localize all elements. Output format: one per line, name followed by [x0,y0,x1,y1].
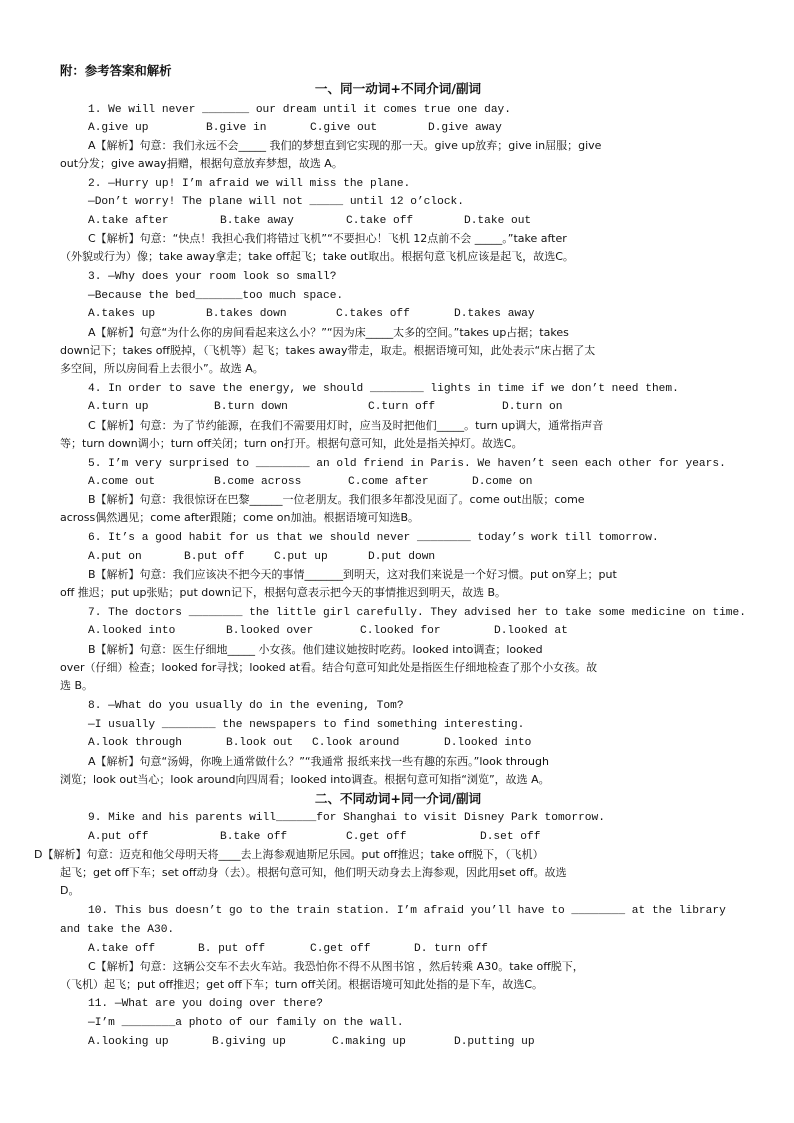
answer-option: B.takes down [206,308,287,320]
explanation-line: B【解析】句意：我很惊讶在巴黎______一位老朋友。我们很多年都没见面了。come out出版；come [88,493,585,506]
answer-option: D.come on [472,476,533,488]
question-line: and take the A30. [60,924,175,936]
question-line: 6. It’s a good habit for us that we should never ________ today’s work till tomorrow. [88,532,659,544]
explanation-line: over（仔细）检查；looked for寻找；looked at看。结合句意可知此处是指医生仔细地检查了那个小女孩。故 [60,661,598,674]
answer-option: A.come out [88,476,156,488]
explanation-line: 浏览；look out当心；look around向四周看；looked into调查。根据句意可知指“浏览”，故选 A。 [60,773,550,786]
answer-option: C.get off [310,943,371,955]
answer-option: B.giving up [212,1036,286,1048]
explanation-line: （飞机）起飞；put off推迟；get off下车；turn off关闭。根据语境可知此处指的是下车，故选C。 [60,978,544,991]
question-line: 3. —Why does your room look so small? [88,271,337,283]
explanation-line: A【解析】句意：我们永远不会_____ 我们的梦想直到它实现的那一天。give up放弃；give in屈服；give [88,139,602,152]
answer-option: D.takes away [454,308,535,320]
question-line: —Don’t worry! The plane will not _____ until 12 o’clock. [88,196,464,208]
answer-option: C.look around [312,737,400,749]
answer-option: B.looked over [226,625,314,637]
question-line: 9. Mike and his parents will______for Shanghai to visit Disney Park tomorrow. [88,812,605,824]
question-line: 1. We will never _______ our dream until it comes true one day. [88,104,511,116]
section-title-1: 一、同一动词+不同介词/副词 [314,81,482,96]
answer-option: C.making up [332,1036,406,1048]
explanation-line: across偶然遇见；come after跟随；come on加油。根据语境可知选B。 [60,511,420,524]
answer-option: A.looking up [88,1036,169,1048]
question-line: 7. The doctors ________ the little girl carefully. They advised her to take some medicine on time. [88,607,746,619]
answer-option: C.get off [346,831,407,843]
question-line: 5. I’m very surprised to ________ an old friend in Paris. We haven’t seen each other for years. [88,458,726,470]
question-line: —I’m ________a photo of our family on the wall. [88,1017,404,1029]
answer-option: D.put down [368,551,436,563]
answer-option: D.putting up [454,1036,535,1048]
answer-option: D. turn off [414,943,488,955]
explanation-line: out分发；give away捐赠，根据句意放弃梦想，故选 A。 [60,157,343,170]
explanation-line: （外貌或行为）像；take away拿走；take off起飞；take out取出。根据句意飞机应该是起飞，故选C。 [60,250,574,263]
explanation-line: 选 B。 [60,679,94,692]
answer-option: D.looked into [444,737,532,749]
question-line: —Because the bed_______too much space. [88,290,344,302]
explanation-line: 等；turn down调小；turn off关闭；turn on打开。根据句意可知，此处是指关掉灯。故选C。 [60,437,523,450]
answer-option: A.put on [88,551,142,563]
explanation-line: A【解析】句意“汤姆，你晚上通常做什么？”“我通常 报纸来找一些有趣的东西。”look through [88,755,549,768]
explanation-line: C【解析】句意：“快点！我担心我们将错过飞机”“不要担心！飞机 12点前不会 _____。”take after [88,232,567,245]
answer-option: B.take away [220,215,294,227]
answer-option: C.takes off [336,308,410,320]
explanation-line: C【解析】句意：这辆公交车不去火车站。我恐怕你不得不从图书馆 ，然后转乘 A30。take off脱下， [88,960,584,973]
answer-option: A.takes up [88,308,156,320]
answer-option: A.looked into [88,625,176,637]
answer-option: D.turn on [502,401,563,413]
answer-option: A.turn up [88,401,149,413]
answer-option: B.look out [226,737,294,749]
question-line: 10. This bus doesn’t go to the train station. I’m afraid you’ll have to ________ at the library [88,905,726,917]
answer-option: A.give up [88,122,149,134]
answer-option: B. put off [198,943,266,955]
answer-option: C.looked for [360,625,441,637]
answer-option: C.give out [310,122,378,134]
answer-option: A.put off [88,831,149,843]
explanation-line: down记下；takes off脱掉，（飞机等）起飞；takes away带走，取走。根据语境可知，此处表示“床占据了太 [60,344,596,357]
appendix-heading: 附：参考答案和解析 [60,63,172,78]
answer-option: B.put off [184,551,245,563]
answer-option: B.come across [214,476,302,488]
answer-option: C.come after [348,476,429,488]
question-line: —I usually ________ the newspapers to find something interesting. [88,719,525,731]
question-line: 8. —What do you usually do in the evening, Tom? [88,700,404,712]
answer-option: D.give away [428,122,502,134]
question-line: 4. In order to save the energy, we should ________ lights in time if we don’t need them. [88,383,679,395]
answer-option: B.take off [220,831,288,843]
answer-option: C.take off [346,215,414,227]
answer-option: A.take after [88,215,169,227]
section-title-2: 二、不同动词+同一介词/副词 [314,791,482,806]
explanation-line: A【解析】句意“为什么你的房间看起来这么小？”“因为床_____太多的空间。”takes up占据；takes [88,326,569,339]
explanation-line: B【解析】句意：医生仔细地_____ 小女孩。他们建议她按时吃药。looked into调查；looked [88,643,543,656]
answer-option: C.turn off [368,401,436,413]
answer-option: A.take off [88,943,156,955]
answer-option: C.put up [274,551,328,563]
explanation-line: off 推迟；put up张贴；put down记下，根据句意表示把今天的事情推迟到明天，故选 B。 [60,586,507,599]
answer-option: D.looked at [494,625,568,637]
explanation-line: D【解析】句意：迈克和他父母明天将____去上海参观迪斯尼乐园。put off推迟；take off脱下，（飞机） [34,848,544,861]
answer-option: B.turn down [214,401,288,413]
answer-option: B.give in [206,122,267,134]
explanation-line: D。 [60,884,80,897]
answer-option: D.take out [464,215,532,227]
answer-option: D.set off [480,831,541,843]
explanation-line: B【解析】句意：我们应该决不把今天的事情_______到明天，这对我们来说是一个好习惯。put on穿上；put [88,568,617,581]
explanation-line: C【解析】句意：为了节约能源，在我们不需要用灯时，应当及时把他们_____。turn up调大，通常指声音 [88,419,604,432]
explanation-line: 起飞；get off下车；set off动身（去）。根据句意可知，他们明天动身去上海参观，因此用set off。故选 [60,866,567,879]
explanation-line: 多空间，所以房间看上去很小”。故选 A。 [60,362,264,375]
question-line: 11. —What are you doing over there? [88,998,323,1010]
answer-option: A.look through [88,737,182,749]
question-line: 2. —Hurry up! I’m afraid we will miss the plane. [88,178,411,190]
